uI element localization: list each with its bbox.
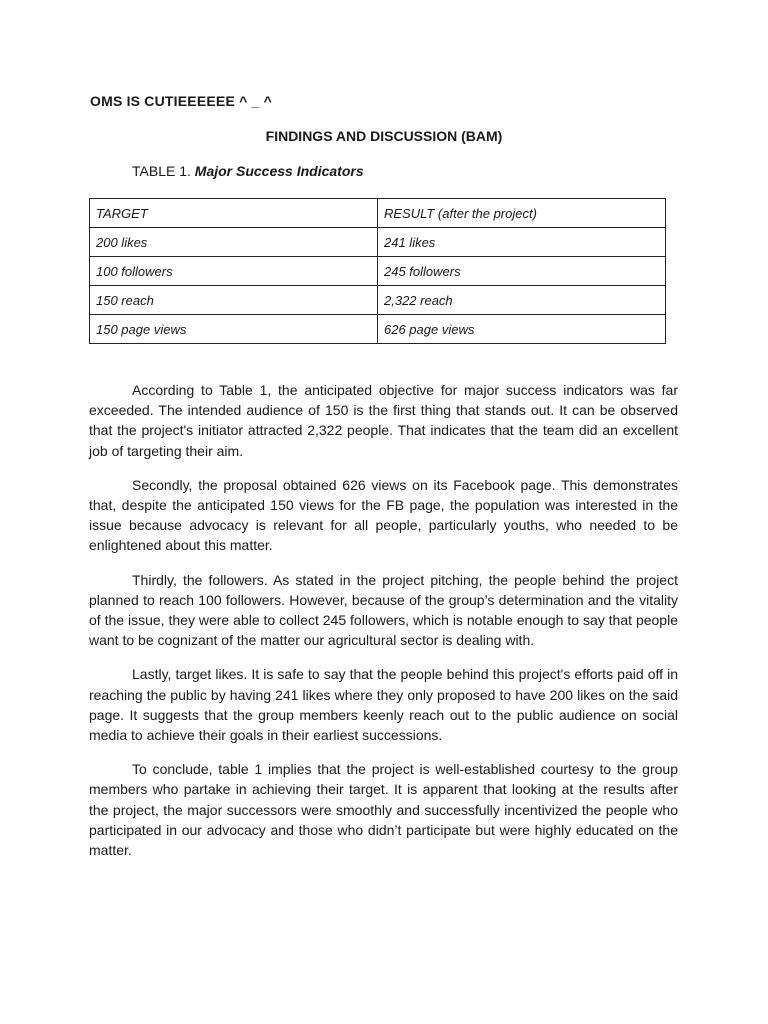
table-cell-target: 200 likes — [90, 228, 378, 257]
table-caption — [132, 163, 364, 179]
body-text — [89, 380, 678, 874]
table-cell-target: 150 page views — [90, 315, 378, 344]
table-cell-result: 626 page views — [378, 315, 666, 344]
table-cell-result: 245 followers — [378, 257, 666, 286]
table-cell-target: 100 followers — [90, 257, 378, 286]
section-heading: FINDINGS AND DISCUSSION (BAM) — [265, 128, 503, 144]
header-cell-target: TARGET — [90, 199, 378, 228]
table-row — [90, 257, 666, 286]
header-cell-result: RESULT (after the project) — [378, 199, 666, 228]
table-row — [90, 286, 666, 315]
table-cell-result: 241 likes — [378, 228, 666, 257]
paragraph-3: Thirdly, the followers. As stated in the project pitching, the people behind the project planned to reach 100 followers. However, because of the group’s determination and the vitality of the issue, they were able to collect 245 followers, which is notable enough to say that people want to be cognizant of the matter our agricultural sector is dealing with. — [89, 571, 678, 649]
paragraph-5: To conclude, table 1 implies that the project is well-established courtesy to the group members who partake in achieving their target. It is apparent that looking at the results after the project, the major successors were smoothly and successfully incentivized the people who participated in our advocacy and those who didn’t participate but were highly educated on the matter. — [89, 761, 678, 859]
top-line: OMS IS CUTIEEEEEE ^ _ ^ — [90, 93, 272, 109]
table-cell-result: 2,322 reach — [378, 286, 666, 315]
paragraph-2: Secondly, the proposal obtained 626 views on its Facebook page. This demonstrates that, despite the anticipated 150 views for the FB page, the population was interested in the issue because advocacy is relevant for all people, particularly youths, who needed to be enlightened about this matter. — [89, 476, 678, 554]
table-caption-prefix: TABLE 1. — [132, 163, 191, 179]
table-row — [90, 315, 666, 344]
success-indicators-table — [89, 198, 666, 344]
paragraph-4: Lastly, target likes. It is safe to say that the people behind this project's efforts paid off in reaching the public by having 241 likes where they only proposed to have 200 likes on the said page. It suggests that the group members keenly reach out to the public audience on social media to achieve their goals in their earliest successions. — [89, 666, 678, 744]
table-cell-target: 150 reach — [90, 286, 378, 315]
paragraph-1: According to Table 1, the anticipated objective for major success indicators was far exceeded. The intended audience of 150 is the first thing that stands out. It can be observed that the project's initiator attracted 2,322 people. That indicates that the team did an excellent job of targeting their aim. — [89, 382, 678, 459]
table-row — [90, 228, 666, 257]
table-header-row — [90, 199, 666, 228]
table-caption-title: Major Success Indicators — [194, 163, 364, 179]
